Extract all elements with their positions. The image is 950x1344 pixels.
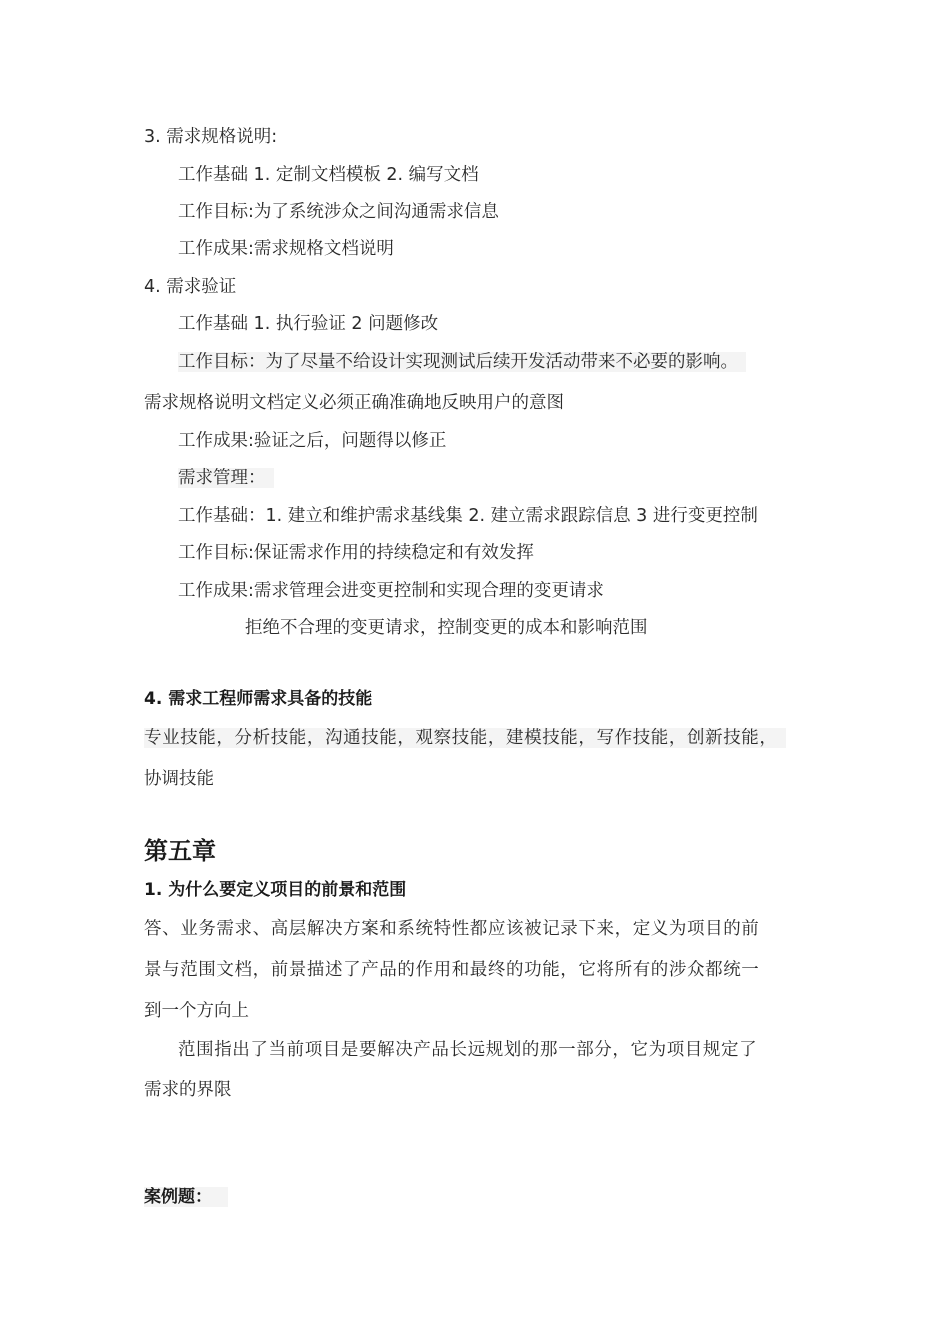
section4-note: 需求规格说明文档定义必须正确准确地反映用户的意图 [144, 393, 564, 413]
section4-goal-text: 工作目标：为了尽量不给设计实现测试后续开发活动带来不必要的影响。 [178, 352, 746, 372]
case-heading-text: 案例题： [144, 1187, 228, 1207]
section4-title: 4. 需求验证 [144, 277, 237, 297]
section3-title: 3. 需求规格说明: [144, 127, 278, 147]
management-result: 工作成果:需求管理会进变更控制和实现合理的变更请求 [178, 581, 604, 601]
chapter5-answer2-line1: 范围指出了当前项目是要解决产品长远规划的那一部分，它为项目规定了 [178, 1040, 758, 1060]
management-result2: 拒绝不合理的变更请求，控制变更的成本和影响范围 [245, 618, 648, 638]
management-title [178, 465, 274, 491]
management-goal: 工作目标:保证需求作用的持续稳定和有效发挥 [178, 543, 534, 563]
chapter5-answer1-line1: 答、业务需求、高层解决方案和系统特性都应该被记录下来，定义为项目的前 [144, 919, 760, 939]
skills-heading: 4. 需求工程师需求具备的技能 [144, 689, 373, 709]
chapter5-answer2-line2: 需求的界限 [144, 1080, 232, 1100]
chapter5-answer1-line2: 景与范围文档，前景描述了产品的作用和最终的功能，它将所有的涉众都统一 [144, 960, 760, 980]
chapter5-heading: 第五章 [144, 837, 216, 865]
section4-basis: 工作基础 1. 执行验证 2 问题修改 [178, 314, 439, 334]
section3-basis: 工作基础 1. 定制文档模板 2. 编写文档 [178, 165, 479, 185]
skills-line1 [144, 725, 786, 751]
section3-goal: 工作目标:为了系统涉众之间沟通需求信息 [178, 202, 499, 222]
section4-result: 工作成果:验证之后，问题得以修正 [178, 431, 447, 451]
management-title-text: 需求管理： [178, 468, 274, 488]
section3-result: 工作成果:需求规格文档说明 [178, 239, 394, 259]
case-heading [144, 1184, 228, 1210]
management-basis: 工作基础：1. 建立和维护需求基线集 2. 建立需求跟踪信息 3 进行变更控制 [178, 506, 758, 526]
skills-line1-text: 专业技能，分析技能，沟通技能，观察技能，建模技能，写作技能，创新技能， [144, 728, 786, 748]
section4-goal [178, 349, 746, 375]
skills-line2: 协调技能 [144, 769, 214, 789]
chapter5-question1: 1. 为什么要定义项目的前景和范围 [144, 880, 407, 900]
chapter5-answer1-line3: 到一个方向上 [144, 1001, 249, 1021]
